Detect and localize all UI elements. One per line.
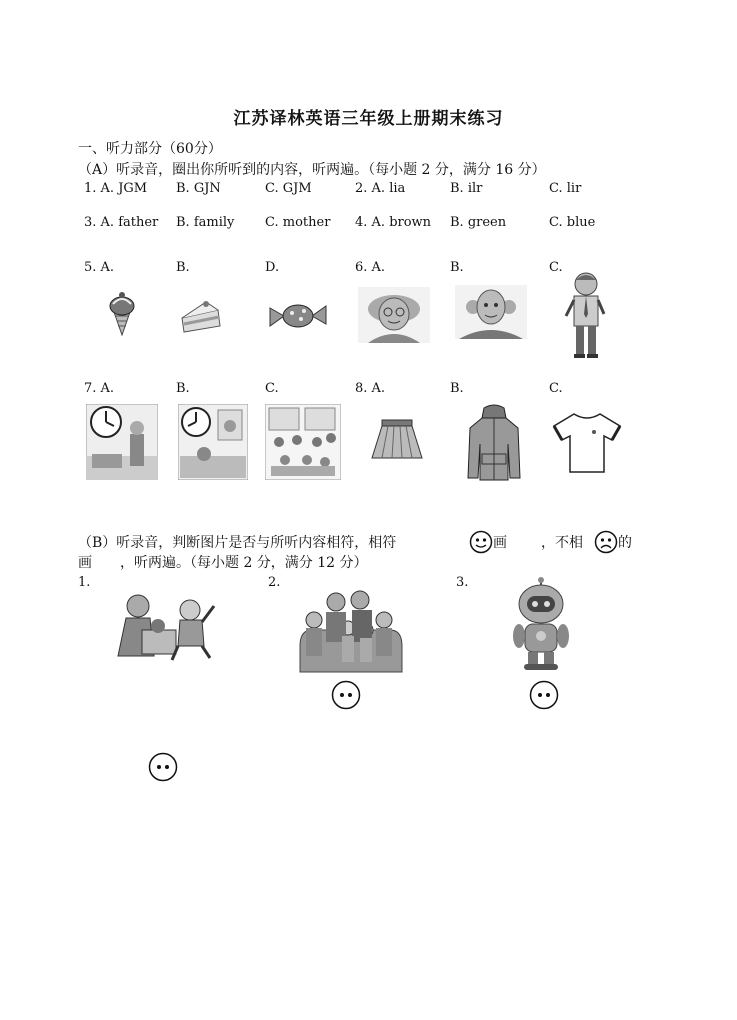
b-item-2: 2. (268, 575, 281, 590)
q6-label-b: B. (450, 260, 464, 275)
q1-option-c: C. GJM (265, 181, 312, 196)
q8-label-b: B. (450, 381, 464, 396)
clock-icon (86, 404, 158, 480)
q3-option-a: 3. A. father (84, 215, 159, 230)
smiley-icon[interactable] (331, 680, 361, 710)
skirt-icon (370, 418, 424, 462)
q6-label-c: C. (549, 260, 563, 275)
man-icon (562, 270, 610, 360)
tshirt-icon (552, 410, 622, 474)
cake-icon (178, 296, 224, 336)
section-b-instructions-part4: 的 (618, 535, 632, 551)
b-item-3: 3. (456, 575, 469, 590)
grandma-icon (358, 287, 430, 343)
q1-option-a: 1. A. JGM (84, 181, 148, 196)
q2-option-b: B. ilr (450, 181, 483, 196)
q2-option-a: 2. A. lia (355, 181, 406, 196)
q1-option-b: B. GJN (176, 181, 221, 196)
q6-label-a: 6. A. (355, 260, 386, 275)
smiley-icon (469, 530, 493, 554)
sad-face-icon (594, 530, 618, 554)
q5-label-b: B. (176, 260, 190, 275)
smiley-icon[interactable] (148, 752, 178, 782)
q4-option-b: B. green (450, 215, 507, 230)
section-b-instructions-part2: 画 (493, 535, 507, 551)
q7-label-a: 7. A. (84, 381, 115, 396)
q8-label-c: C. (549, 381, 563, 396)
page-title: 江苏译林英语三年级上册期末练习 (233, 109, 504, 129)
q2-option-c: C. lir (549, 181, 582, 196)
q5-label-a: 5. A. (84, 260, 115, 275)
jacket-icon (466, 404, 522, 482)
q8-label-a: 8. A. (355, 381, 386, 396)
candy-icon (268, 298, 328, 334)
ice-cream-icon (105, 290, 139, 336)
section-a-instructions: （A）听录音，圈出你所听到的内容，听两遍。（每小题 2 分，满分 16 分） (78, 162, 546, 178)
section-b-instructions-part1: （B）听录音，判断图片是否与所听内容相符，相符 (78, 535, 397, 551)
q7-label-c: C. (265, 381, 279, 396)
q4-option-c: C. blue (549, 215, 596, 230)
section-b-instructions-part3: ，不相 (541, 535, 583, 551)
part1-heading: 一、听力部分（60分） (78, 141, 222, 157)
clock-icon (178, 404, 248, 480)
q3-option-c: C. mother (265, 215, 331, 230)
robot-icon (510, 576, 572, 672)
children-gift-picture (114, 590, 218, 662)
clock-icon (265, 404, 341, 480)
section-b-instructions-line2: 画 ，听两遍。（每小题 2 分，满分 12 分） (78, 555, 368, 571)
q7-label-b: B. (176, 381, 190, 396)
q3-option-b: B. family (176, 215, 235, 230)
q4-option-a: 4. A. brown (355, 215, 432, 230)
family-picture (296, 586, 406, 674)
q5-label-d: D. (265, 260, 280, 275)
grandpa-icon (455, 285, 527, 339)
b-item-1: 1. (78, 575, 91, 590)
smiley-icon[interactable] (529, 680, 559, 710)
